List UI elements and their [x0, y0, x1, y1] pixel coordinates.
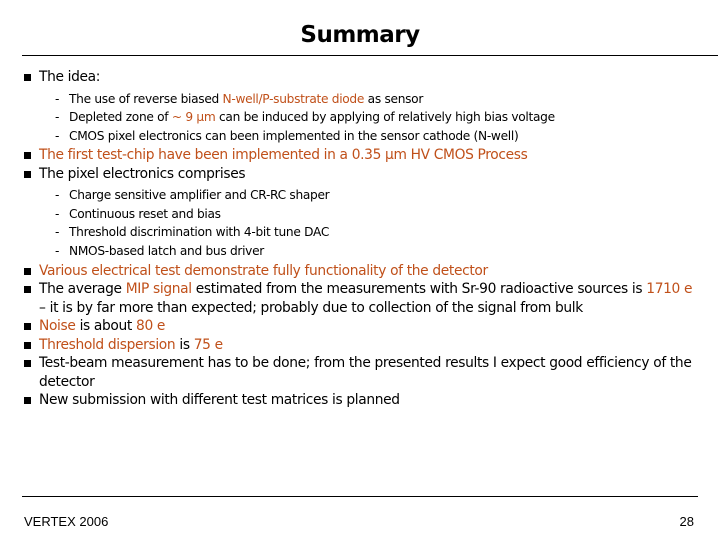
square-bullet-icon [24, 323, 31, 330]
pixel-item [24, 186, 700, 205]
bullet-new-submission [24, 391, 700, 410]
mip-text: The average [39, 281, 126, 298]
test-beam-text: Test-beam measurement has to be done; from the presented results I expect good efficiency of the detector [39, 355, 692, 390]
idea-item-text: The use of reverse biased [69, 91, 223, 106]
footer-divider [22, 496, 698, 497]
dash-bullet-icon: - [55, 225, 60, 240]
idea-item-text: CMOS pixel electronics can been implemented in the sensor cathode (N-well) [69, 128, 519, 143]
pixel-item [24, 223, 700, 242]
pixel-item-text: Threshold discrimination with 4-bit tune DAC [69, 225, 330, 240]
dash-bullet-icon: - [55, 188, 60, 203]
new-submission-text: New submission with different test matrices is planned [39, 392, 400, 409]
pixel-item-text: NMOS-based latch and bus driver [69, 244, 264, 259]
idea-sublist [24, 90, 700, 146]
square-bullet-icon [24, 360, 31, 367]
dash-bullet-icon: - [55, 110, 60, 125]
noise-text: is about [75, 318, 137, 335]
bullet-mip-signal [24, 280, 700, 317]
dash-bullet-icon: - [55, 244, 60, 259]
electrical-tests-text: Various electrical test demonstrate fully functionality of the detector [39, 262, 488, 279]
bullet-electrical-tests [24, 262, 700, 281]
pixel-item [24, 242, 700, 261]
square-bullet-icon [24, 74, 31, 81]
threshold-text: is [175, 336, 194, 353]
pixel-item [24, 205, 700, 224]
idea-item [24, 127, 700, 146]
summary-list [24, 68, 700, 410]
noise-value: 80 e [136, 318, 166, 335]
mip-text: estimated from the measurements with Sr-90 radioactive sources is [191, 281, 647, 298]
square-bullet-icon [24, 171, 31, 178]
footer-conference: VERTEX 2006 [24, 514, 109, 529]
page-number: 28 [679, 514, 694, 529]
dash-bullet-icon: - [55, 128, 60, 143]
idea-item-text: can be induced by applying of relatively high bias voltage [215, 110, 555, 125]
pixel-item-text: Charge sensitive amplifier and CR-RC shaper [69, 188, 330, 203]
square-bullet-icon [24, 268, 31, 275]
bullet-pixel-electronics [24, 165, 700, 184]
pixel-item-text: Continuous reset and bias [69, 206, 221, 221]
idea-item-text: as sensor [364, 91, 424, 106]
pixel-label: The pixel electronics comprises [39, 165, 246, 182]
bullet-test-chip [24, 146, 700, 165]
idea-item-text: Depleted zone of [69, 110, 172, 125]
pixel-sublist [24, 186, 700, 260]
mip-highlight: MIP signal [125, 281, 192, 298]
square-bullet-icon [24, 342, 31, 349]
mip-value: 1710 e [646, 281, 693, 298]
slide-title: Summary [300, 22, 420, 48]
square-bullet-icon [24, 152, 31, 159]
square-bullet-icon [24, 286, 31, 293]
noise-label: Noise [39, 318, 76, 335]
square-bullet-icon [24, 397, 31, 404]
bullet-threshold-dispersion [24, 336, 700, 355]
idea-item-highlight: N-well/P-substrate diode [222, 91, 365, 106]
threshold-value: 75 e [193, 336, 223, 353]
idea-item [24, 90, 700, 109]
test-chip-text: The first test-chip have been implemented in a 0.35 μm HV CMOS Process [39, 147, 528, 164]
bullet-noise [24, 317, 700, 336]
idea-item-highlight: ~ 9 μm [171, 110, 216, 125]
dash-bullet-icon: - [55, 91, 60, 106]
threshold-label: Threshold dispersion [39, 336, 176, 353]
dash-bullet-icon: - [55, 206, 60, 221]
bullet-idea [24, 68, 700, 87]
title-divider [22, 55, 718, 56]
mip-text: – it is by far more than expected; probably due to collection of the signal from bulk [39, 299, 583, 316]
bullet-test-beam [24, 354, 700, 391]
idea-item [24, 108, 700, 127]
idea-label: The idea: [39, 69, 101, 85]
